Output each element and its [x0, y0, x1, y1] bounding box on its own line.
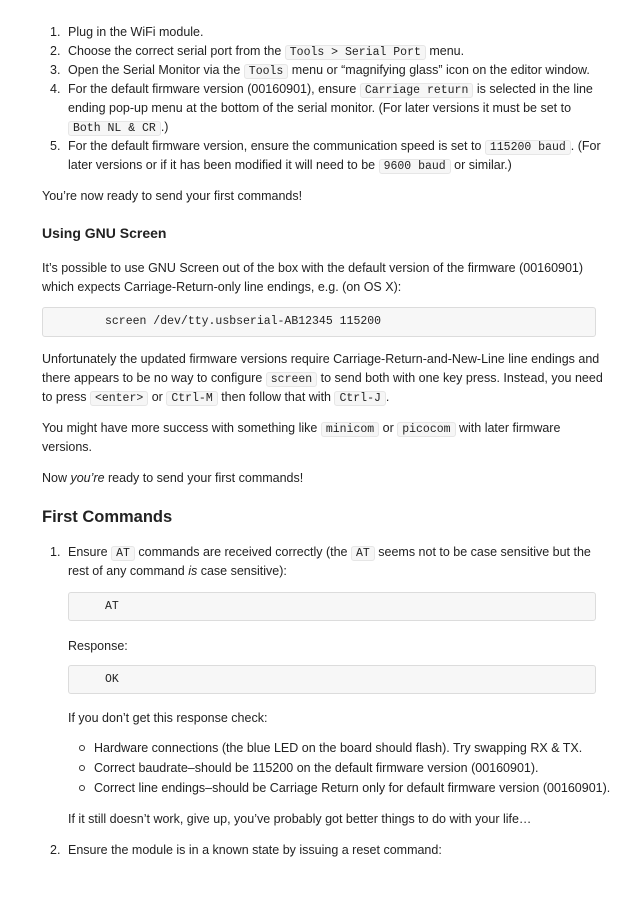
step-5-line-2: later versions or if it has been modified it will need to be 9600 baud or similar.) — [68, 158, 512, 173]
first-commands-heading: First Commands — [42, 508, 173, 526]
inline-code: Both NL & CR — [68, 121, 161, 136]
cmd2-text: Ensure the module is in a known state by issuing a reset command: — [68, 843, 442, 857]
step-4-line-3: Both NL & CR .) — [68, 118, 168, 138]
step-3-line-1: Open the Serial Monitor via the Tools menu or “magnifying glass” icon on the editor window. — [68, 63, 590, 78]
gnu-para-line-1: It’s possible to use GNU Screen out of the box with the default version of the firmware (00160901) — [42, 261, 584, 275]
check-item: Hardware connections (the blue LED on the board should flash). Try swapping RX & TX. — [94, 741, 583, 755]
inline-code: AT — [111, 546, 135, 561]
bullet-icon — [79, 745, 85, 751]
cmd1-line-1: Ensure AT commands are received correctly (the AT seems not to be case sensitive but the — [68, 545, 591, 560]
inline-code: 9600 baud — [379, 159, 451, 174]
unfortunately-line-2: there appears to be no way to configure screen to send both with one key press. Instead, you need — [42, 371, 603, 386]
unfortunately-line-1: Unfortunately the updated firmware versions require Carriage-Return-and-New-Line line endings and — [42, 352, 600, 366]
inline-code: Ctrl-M — [166, 391, 217, 406]
check-item: Correct line endings–should be Carriage Return only for default firmware version (00160901). — [94, 781, 611, 795]
step-number: 4. — [50, 82, 61, 96]
ok-code-text: OK — [105, 673, 119, 686]
at-code-text: AT — [105, 600, 119, 613]
response-label: Response: — [68, 639, 128, 653]
gnu-screen-heading: Using GNU Screen — [42, 225, 167, 241]
check-label: If you don’t get this response check: — [68, 711, 268, 725]
ok-code-block — [68, 665, 596, 694]
inline-code: screen — [266, 372, 317, 387]
step-number: 1. — [50, 25, 61, 39]
screen-command-block — [42, 307, 596, 337]
command-step-number: 2. — [50, 843, 61, 857]
inline-code: Tools > Serial Port — [285, 45, 426, 60]
success-line-1: You might have more success with something like minicom or picocom with later firmware — [42, 421, 561, 436]
step-4-line-1: For the default firmware version (00160901), ensure Carriage return is selected in the line — [68, 82, 593, 97]
at-code-block — [68, 592, 596, 621]
step-4-line-2: ending pop-up menu at the bottom of the serial monitor. (For later versions it must be set to — [68, 101, 572, 115]
inline-code: <enter> — [90, 391, 148, 406]
ready-text-1: You’re now ready to send your first commands! — [42, 189, 303, 203]
inline-code: Tools — [244, 64, 289, 79]
screen-command-text: screen /dev/tty.usbserial-AB12345 115200 — [105, 315, 382, 328]
inline-code: minicom — [321, 422, 379, 437]
step-number: 3. — [50, 63, 61, 77]
give-up-text: If it still doesn’t work, give up, you’ve probably got better things to do with your life… — [68, 812, 532, 826]
bullet-icon — [79, 785, 85, 791]
inline-code: Carriage return — [360, 83, 474, 98]
inline-code: Ctrl-J — [334, 391, 385, 406]
step-2-line-1: Choose the correct serial port from the Tools > Serial Port menu. — [68, 44, 465, 59]
step-5-line-1: For the default firmware version, ensure the communication speed is set to 115200 baud . (For — [68, 139, 601, 154]
command-step-number: 1. — [50, 545, 61, 559]
bullet-icon — [79, 765, 85, 771]
gnu-para-line-2: which expects Carriage-Return-only line endings, e.g. (on OS X): — [42, 280, 402, 294]
cmd1-line-2: rest of any command is case sensitive): — [68, 564, 287, 578]
ready-text-2: Now you’re ready to send your first commands! — [42, 471, 304, 485]
step-number: 2. — [50, 44, 61, 58]
check-item: Correct baudrate–should be 115200 on the default firmware version (00160901). — [94, 761, 539, 775]
emphasis-text: is — [188, 564, 198, 578]
inline-code: AT — [351, 546, 375, 561]
step-number: 5. — [50, 139, 61, 153]
emphasis-text: you’re — [70, 471, 105, 485]
step-1-line-1: Plug in the WiFi module. — [68, 25, 204, 39]
success-line-2: versions. — [42, 440, 93, 454]
unfortunately-line-3: to press <enter> or Ctrl-M then follow that with Ctrl-J . — [42, 390, 390, 405]
inline-code: 115200 baud — [485, 140, 571, 155]
inline-code: picocom — [397, 422, 455, 437]
